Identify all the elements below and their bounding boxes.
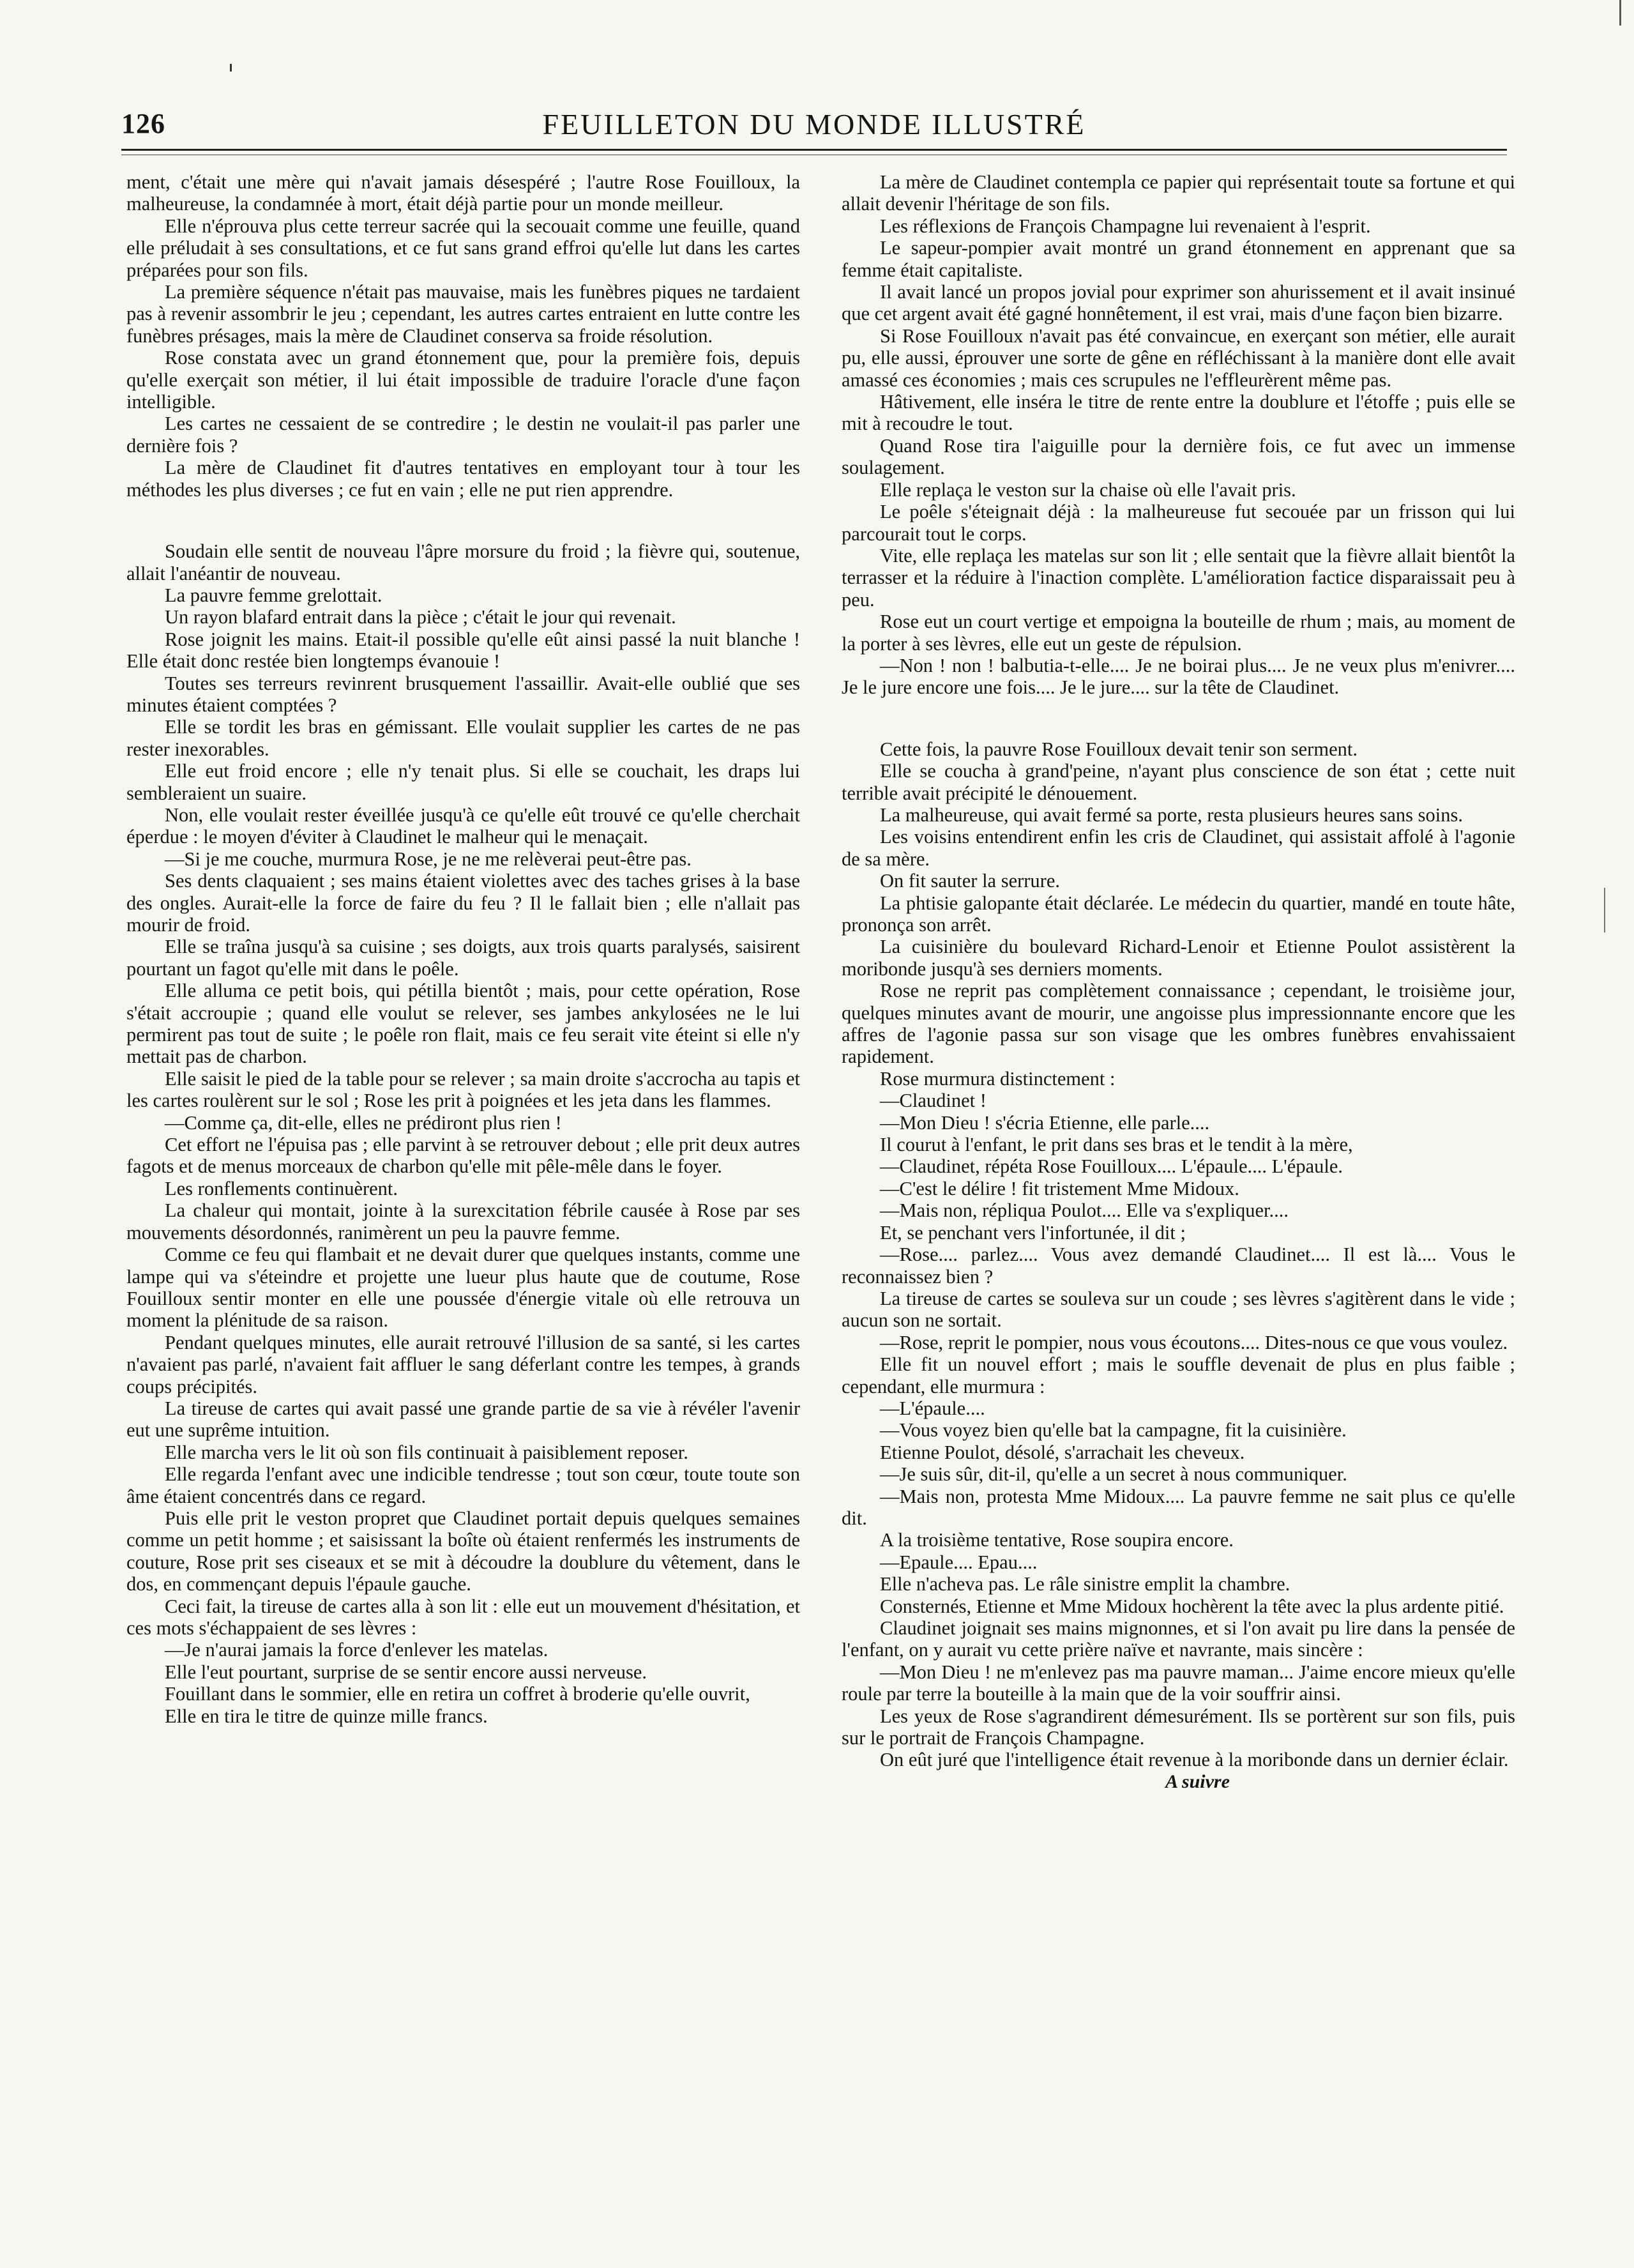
paragraph: —Mon Dieu ! ne m'enlevez pas ma pauvre maman... J'aime encore mieux qu'elle roule par terre la bouteille à la main que de la voir souffrir ainsi.	[842, 1661, 1515, 1705]
paragraph: —Claudinet, répéta Rose Fouilloux.... L'épaule.... L'épaule.	[880, 1155, 1343, 1178]
page-edge-mark	[1619, 0, 1621, 26]
running-title: FEUILLETON DU MONDE ILLUSTRÉ	[542, 108, 1086, 141]
paragraph: La pauvre femme grelottait.	[165, 584, 382, 606]
paragraph: Il courut à l'enfant, le prit dans ses bras et le tendit à la mère,	[880, 1134, 1353, 1156]
paragraph: Comme ce feu qui flambait et ne devait durer que quelques instants, comme une lampe qui va s'éteindre et projette une lueur plus haute que de coutume, Rose Fouilloux sentir monter en elle une poussée d'énergie vitale où elle retrouva un moment la plénitude de sa raison.	[126, 1244, 800, 1332]
paragraph: La première séquence n'était pas mauvaise, mais les funèbres piques ne tardaient pas à revenir assombrir le jeu ; cependant, les autres cartes entraient en lutte contre les funèbres présages, mais la mère de Claudinet conserva sa froide résolution.	[126, 281, 800, 347]
paragraph: La tireuse de cartes se souleva sur un coude ; ses lèvres s'agitèrent dans le vide ; aucun son ne sortait.	[842, 1287, 1515, 1332]
paragraph: Elle replaça le veston sur la chaise où elle l'avait pris.	[880, 478, 1296, 501]
paragraph: Elle fit un nouvel effort ; mais le souffle devenait de plus en plus faible ; cependant, elle murmura :	[842, 1353, 1515, 1397]
paragraph: Un rayon blafard entrait dans la pièce ; c'était le jour qui revenait.	[165, 606, 676, 628]
left-column-section-1	[126, 171, 800, 501]
paragraph: Etienne Poulot, désolé, s'arrachait les cheveux.	[880, 1441, 1245, 1463]
paragraph: Quand Rose tira l'aiguille pour la dernière fois, ce fut avec un immense soulagement.	[842, 434, 1515, 479]
paragraph: —Non ! non ! balbutia-t-elle.... Je ne boirai plus.... Je ne veux plus m'enivrer.... Je le jure encore une fois.... Je le jure.... sur la tête de Claudinet.	[842, 654, 1515, 699]
paragraph: —Epaule.... Epau....	[880, 1551, 1038, 1573]
header-rule-thick	[121, 149, 1507, 151]
paragraph: Rose constata avec un grand étonnement que, pour la première fois, depuis qu'elle exerçait son métier, il lui était impossible de traduire l'oracle d'une façon intelligible.	[126, 347, 800, 413]
right-column	[842, 171, 1515, 1793]
paragraph: On fit sauter la serrure.	[880, 870, 1061, 892]
paragraph: Elle n'acheva pas. Le râle sinistre emplit la chambre.	[880, 1573, 1290, 1595]
paragraph: La tireuse de cartes qui avait passé une grande partie de sa vie à révéler l'avenir eut une suprême intuition.	[126, 1397, 800, 1442]
paragraph: A la troisième tentative, Rose soupira encore.	[880, 1529, 1234, 1551]
paragraph: Elle en tira le titre de quinze mille francs.	[165, 1705, 488, 1727]
paragraph: Elle se tordit les bras en gémissant. Elle voulait supplier les cartes de ne pas rester inexorables.	[126, 716, 800, 760]
paragraph: —Vous voyez bien qu'elle bat la campagne, fit la cuisinière.	[880, 1419, 1347, 1442]
paragraph: Ses dents claquaient ; ses mains étaient violettes avec des taches grises à la base des ongles. Aurait-elle la force de faire du feu ? Il le fallait bien ; elle n'allait pas mourir de froid.	[126, 870, 800, 936]
paragraph: Rose murmura distinctement :	[880, 1067, 1116, 1090]
paragraph: Elle se coucha à grand'peine, n'ayant plus conscience de son état ; cette nuit terrible avait précipité le dénouement.	[842, 760, 1515, 804]
paragraph: Les cartes ne cessaient de se contredire ; le destin ne voulait-il pas parler une dernière fois ?	[126, 413, 800, 457]
paragraph: Ceci fait, la tireuse de cartes alla à son lit : elle eut un mouvement d'hésitation, et ces mots s'échappaient de ses lèvres :	[126, 1595, 800, 1639]
paragraph: —Je n'aurai jamais la force d'enlever les matelas.	[165, 1639, 548, 1661]
paragraph: Si Rose Fouilloux n'avait pas été convaincue, en exerçant son métier, elle aurait pu, elle aussi, éprouver une sorte de gêne en réfléchissant à la manière dont elle avait amassé ces économies ; mais ces scrupules ne l'effleurèrent même pas.	[842, 324, 1515, 391]
paragraph: Hâtivement, elle inséra le titre de rente entre la doublure et l'étoffe ; puis elle se mit à recoudre le tout.	[842, 391, 1515, 435]
paragraph: La chaleur qui montait, jointe à la surexcitation fébrile causée à Rose par ses mouvements désordonnés, ranimèrent un peu la pauvre femme.	[126, 1199, 800, 1244]
paragraph: Toutes ses terreurs revinrent brusquement l'assaillir. Avait-elle oublié que ses minutes étaient comptées ?	[126, 672, 800, 716]
paragraph: Le poêle s'éteignait déjà : la malheureuse fut secouée par un frisson qui lui parcourait tout le corps.	[842, 501, 1515, 545]
paragraph: Rose joignit les mains. Etait-il possible qu'elle eût ainsi passé la nuit blanche ! Elle était donc restée bien longtemps évanouie !	[126, 628, 800, 673]
paragraph: —Mais non, répliqua Poulot.... Elle va s'expliquer....	[880, 1199, 1289, 1222]
paragraph: La phtisie galopante était déclarée. Le médecin du quartier, mandé en toute hâte, prononça son arrêt.	[842, 892, 1515, 936]
right-column-section-2	[842, 738, 1515, 1771]
paragraph: Elle se traîna jusqu'à sa cuisine ; ses doigts, aux trois quarts paralysés, saisirent pourtant un fagot qu'elle mit dans le poêle.	[126, 936, 800, 980]
paragraph: Rose ne reprit pas complètement connaissance ; cependant, le troisième jour, quelques minutes avant de mourir, une angoisse plus impressionnante encore que les affres de l'agonie passa sur son visage que les ombres funèbres envahissaient rapidement.	[842, 980, 1515, 1068]
paragraph: Fouillant dans le sommier, elle en retira un coffret à broderie qu'elle ouvrit,	[165, 1683, 750, 1705]
paragraph: —Mon Dieu ! s'écria Etienne, elle parle....	[880, 1111, 1210, 1134]
paragraph: Pendant quelques minutes, elle aurait retrouvé l'illusion de sa santé, si les cartes n'avaient pas parlé, n'avaient fait affluer le sang déferlant contre les tempes, à grands coups précipités.	[126, 1331, 800, 1397]
paragraph: Elle eut froid encore ; elle n'y tenait plus. Si elle se couchait, les draps lui sembleraient un suaire.	[126, 760, 800, 804]
paragraph: Vite, elle replaça les matelas sur son lit ; elle sentait que la fièvre allait bientôt la terrasser et la réduire à l'inaction complète. L'amélioration factice disparaissait peu à peu.	[842, 544, 1515, 611]
left-column	[126, 171, 800, 1727]
paragraph: —Rose.... parlez.... Vous avez demandé Claudinet.... Il est là.... Vous le reconnaissez bien ?	[842, 1244, 1515, 1288]
paragraph: —Mais non, protesta Mme Midoux.... La pauvre femme ne sait plus ce qu'elle dit.	[842, 1485, 1515, 1529]
paragraph: Consternés, Etienne et Mme Midoux hochèrent la tête avec la plus ardente pitié.	[880, 1595, 1504, 1617]
paragraph: Et, se penchant vers l'infortunée, il dit ;	[880, 1221, 1186, 1244]
paragraph: —Je suis sûr, dit-il, qu'elle a un secret à nous communiquer.	[880, 1463, 1347, 1486]
page-number: 126	[121, 108, 165, 139]
paragraph: Non, elle voulait rester éveillée jusqu'à ce qu'elle eût trouvé ce qu'elle cherchait éperdue : le moyen d'éviter à Claudinet le malheur qui le menaçait.	[126, 803, 800, 848]
paragraph: Rose eut un court vertige et empoigna la bouteille de rhum ; mais, au moment de la porter à ses lèvres, elle eut un geste de répulsion.	[842, 611, 1515, 655]
paragraph: Elle alluma ce petit bois, qui pétilla bientôt ; mais, pour cette opération, Rose s'était accroupie ; quand elle voulut se relever, ses jambes ankylosées ne le lui permirent pas tout de suite ; le poêle ron flait, mais ce feu serait vite éteint si elle n'y mettait pas de charbon.	[126, 980, 800, 1068]
paragraph: Elle l'eut pourtant, surprise de se sentir encore aussi nerveuse.	[165, 1661, 647, 1683]
to-be-continued: A suivre	[1165, 1770, 1230, 1792]
paragraph: Cet effort ne l'épuisa pas ; elle parvint à se retrouver debout ; elle prit deux autres fagots et de menus morceaux de charbon qu'elle mit pêle-mêle dans le foyer.	[126, 1134, 800, 1178]
paragraph: Les ronflements continuèrent.	[165, 1177, 398, 1199]
page-header	[121, 107, 1507, 146]
left-column-section-2	[126, 540, 800, 1727]
section-break	[126, 501, 800, 540]
paragraph: —Si je me couche, murmura Rose, je ne me relèverai peut-être pas.	[165, 848, 692, 870]
margin-mark	[1604, 888, 1605, 932]
paragraph: Les yeux de Rose s'agrandirent démesurément. Ils se portèrent sur son fils, puis sur le portrait de François Champagne.	[842, 1705, 1515, 1749]
paragraph: La mère de Claudinet contempla ce papier qui représentait toute sa fortune et qui allait devenir l'héritage de son fils.	[842, 171, 1515, 215]
paragraph: Soudain elle sentit de nouveau l'âpre morsure du froid ; la fièvre qui, soutenue, allait l'anéantir de nouveau.	[126, 540, 800, 584]
paragraph: —Rose, reprit le pompier, nous vous écoutons.... Dites-nous ce que vous voulez.	[880, 1331, 1508, 1353]
paragraph: Les réflexions de François Champagne lui revenaient à l'esprit.	[880, 215, 1371, 237]
paragraph: —C'est le délire ! fit tristement Mme Midoux.	[880, 1177, 1239, 1199]
paragraph: La malheureuse, qui avait fermé sa porte, resta plusieurs heures sans soins.	[880, 803, 1464, 826]
print-mark	[230, 64, 232, 72]
paragraph: Elle saisit le pied de la table pour se relever ; sa main droite s'accrocha au tapis et les cartes roulèrent sur le sol ; Rose les prit à poignées et les jeta dans les flammes.	[126, 1067, 800, 1112]
paragraph: Les voisins entendirent enfin les cris de Claudinet, qui assistait affolé à l'agonie de sa mère.	[842, 826, 1515, 870]
paragraph: Elle n'éprouva plus cette terreur sacrée qui la secouait comme une feuille, quand elle préludait à ses consultations, et ce fut sans grand effroi qu'elle lut dans les cartes préparées pour son fils.	[126, 215, 800, 281]
paragraph: —L'épaule....	[880, 1397, 985, 1419]
right-column-section-1	[842, 171, 1515, 699]
paragraph: Il avait lancé un propos jovial pour exprimer son ahurissement et il avait insinué que cet argent avait été gagné honnêtement, il est vrai, mais d'une façon bien bizarre.	[842, 281, 1515, 325]
paragraph: Claudinet joignait ses mains mignonnes, et si l'on avait pu lire dans la pensée de l'enfant, on y aurait vu cette prière naïve et navrante, mais sincère :	[842, 1617, 1515, 1661]
paragraph: La cuisinière du boulevard Richard-Lenoir et Etienne Poulot assistèrent la moribonde jusqu'à ses derniers moments.	[842, 936, 1515, 980]
paragraph: Puis elle prit le veston propret que Claudinet portait depuis quelques semaines comme un petit homme ; et saisissant la boîte où étaient renfermés les instruments de couture, Rose prit ses ciseaux et se mit à découdre la doublure du vêtement, dans le dos, en commençant depuis l'épaule gauche.	[126, 1507, 800, 1595]
paragraph: —Claudinet !	[880, 1090, 987, 1112]
paragraph: —Comme ça, dit-elle, elles ne prédiront plus rien !	[165, 1111, 562, 1134]
paragraph: Le sapeur-pompier avait montré un grand étonnement en apprenant que sa femme était capitaliste.	[842, 237, 1515, 281]
paragraph: Elle regarda l'enfant avec une indicible tendresse ; tout son cœur, toute toute son âme étaient concentrés dans ce regard.	[126, 1463, 800, 1507]
paragraph: Cette fois, la pauvre Rose Fouilloux devait tenir son serment.	[880, 738, 1358, 760]
paragraph: La mère de Claudinet fit d'autres tentatives en employant tour à tour les méthodes les plus diverses ; ce fut en vain ; elle ne put rien apprendre.	[126, 457, 800, 501]
paragraph: Elle marcha vers le lit où son fils continuait à paisiblement reposer.	[165, 1441, 688, 1463]
section-break	[842, 699, 1515, 738]
paragraph: ment, c'était une mère qui n'avait jamais désespéré ; l'autre Rose Fouilloux, la malheureuse, la condamnée à mort, était déjà partie pour un monde meilleur.	[126, 171, 800, 215]
paragraph: On eût juré que l'intelligence était revenue à la moribonde dans un dernier éclair.	[880, 1749, 1509, 1771]
